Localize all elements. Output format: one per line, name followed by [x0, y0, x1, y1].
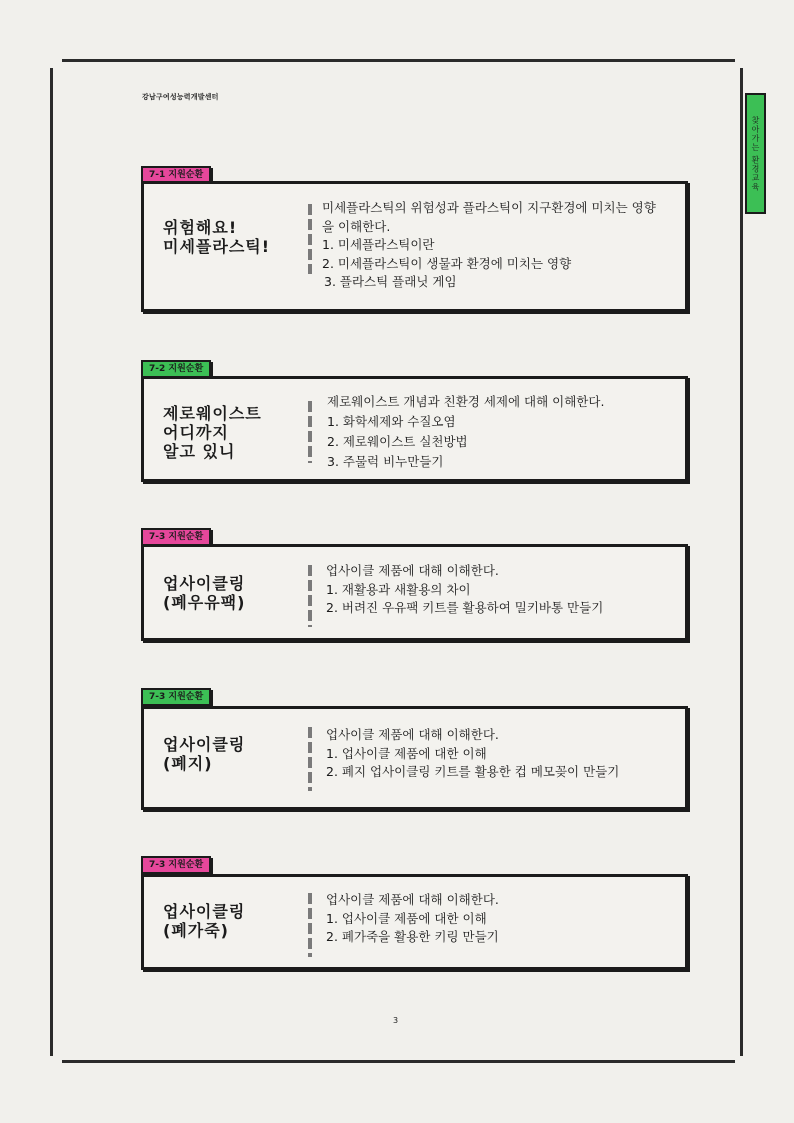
section-title — [163, 574, 245, 612]
section-title-line: 위험해요! — [163, 218, 238, 237]
section-title-line: 업사이클링 — [163, 902, 246, 921]
section-body — [326, 562, 603, 618]
section-body-line: 2. 폐가죽을 활용한 키링 만들기 — [326, 929, 499, 944]
section-card — [141, 706, 688, 810]
section-body-line: 1. 재활용과 새활용의 차이 — [326, 581, 471, 597]
section-card — [141, 181, 688, 312]
page-number: 3 — [393, 1016, 399, 1025]
section-title-line: (폐가죽) — [163, 921, 229, 940]
section-title-line: 미세플라스틱! — [163, 237, 271, 256]
frame-top-rule — [62, 59, 735, 62]
frame-bottom-rule — [62, 1060, 735, 1063]
section-card — [141, 376, 688, 482]
section-tag: 7-1 지원순환 — [141, 166, 211, 184]
section-body-line: 3. 플라스틱 플래닛 게임 — [324, 274, 457, 289]
section-body-line: 1. 업사이클 제품에 대한 이해 — [326, 745, 487, 761]
section-body-line: 2. 미세플라스틱이 생물과 환경에 미치는 영향 — [322, 255, 572, 271]
section-tag: 7-3 지원순환 — [141, 856, 211, 874]
section-title-line: 제로웨이스트 — [163, 404, 262, 423]
side-tab-label: 찾아가는 환경교육 — [751, 115, 760, 192]
section-body-line: 2. 제로웨이스트 실천방법 — [327, 434, 468, 449]
section-title-line: 업사이클링 — [163, 735, 246, 754]
section-body — [326, 726, 619, 782]
section-body-line: 1. 업사이클 제품에 대한 이해 — [326, 910, 487, 926]
section-title-line: 알고 있니 — [163, 442, 236, 461]
section-divider-bar — [308, 727, 312, 791]
section-body-line: 1. 미세플라스틱이란 — [322, 237, 435, 252]
section-tag: 7-3 지원순환 — [141, 528, 211, 546]
section-body — [327, 392, 604, 472]
section-body-line: 3. 주물럭 비누만들기 — [327, 454, 444, 469]
section-body-line: 미세플라스틱의 위험성과 플라스틱이 지구환경에 미치는 영향 — [322, 200, 656, 215]
section-body-line: 업사이클 제품에 대해 이해한다. — [326, 892, 499, 907]
side-index-tab[interactable] — [745, 93, 766, 214]
frame-right-rule — [740, 68, 743, 1056]
section-title-line: 어디까지 — [163, 423, 229, 442]
section-title — [163, 902, 245, 940]
section-title-line: (폐우유팩) — [163, 593, 246, 612]
section-tag: 7-3 지원순환 — [141, 688, 211, 706]
org-name: 강남구여성능력개발센터 — [142, 93, 219, 101]
section-title — [163, 404, 262, 461]
section-body — [326, 891, 499, 947]
section-title-line: (폐지) — [163, 754, 213, 773]
section-body — [322, 199, 656, 292]
section-body-line: 업사이클 제품에 대해 이해한다. — [326, 727, 499, 742]
section-body-line: 을 이해한다. — [322, 218, 391, 234]
section-body-line: 제로웨이스트 개념과 친환경 세제에 대해 이해한다. — [327, 394, 605, 409]
section-body-line: 업사이클 제품에 대해 이해한다. — [326, 563, 499, 578]
section-title-line: 업사이클링 — [163, 574, 246, 593]
section-divider-bar — [308, 204, 312, 274]
section-title — [163, 218, 270, 256]
section-title — [163, 735, 245, 773]
section-body-line: 2. 버려진 우유팩 키트를 활용하여 밀키바통 만들기 — [326, 600, 604, 615]
section-tag: 7-2 지원순환 — [141, 360, 211, 378]
section-body-line: 2. 폐지 업사이클링 키트를 활용한 컵 메모꽂이 만들기 — [326, 764, 620, 779]
section-card — [141, 874, 688, 970]
section-divider-bar — [308, 401, 312, 463]
section-body-line: 1. 화학세제와 수질오염 — [327, 414, 456, 429]
frame-left-rule — [50, 68, 53, 1056]
section-divider-bar — [308, 565, 312, 627]
section-card — [141, 544, 688, 641]
section-divider-bar — [308, 893, 312, 957]
